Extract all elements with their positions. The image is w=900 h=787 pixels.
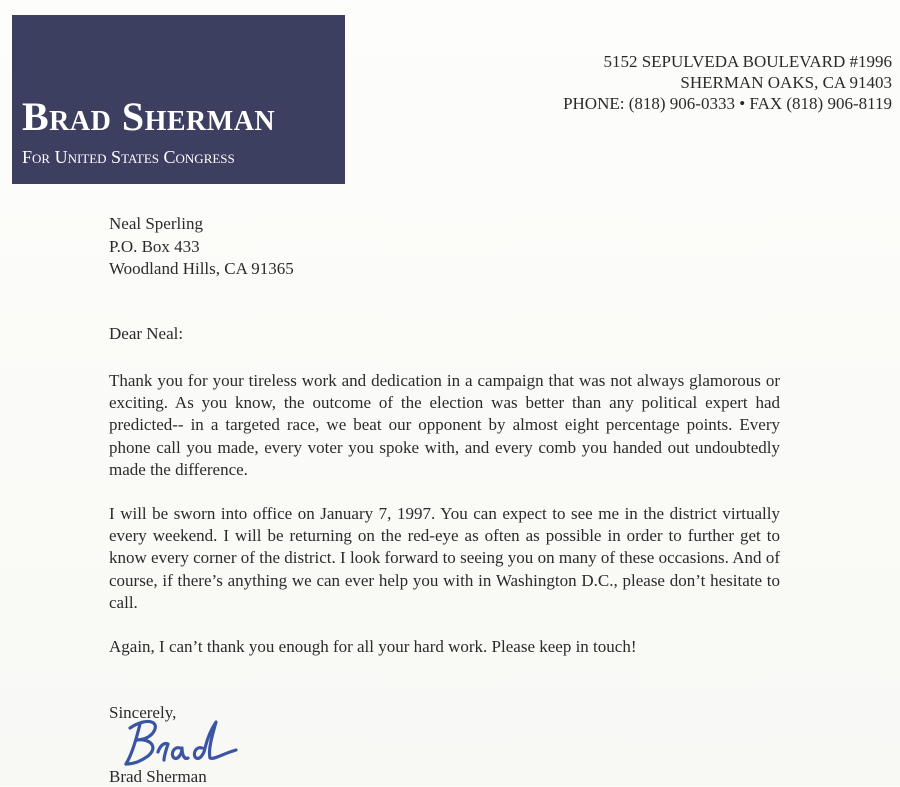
handwritten-signature bbox=[118, 712, 248, 772]
body-paragraph-3: Again, I can’t thank you enough for all your hard work. Please keep in touch! bbox=[109, 637, 637, 656]
closing: Sincerely, bbox=[109, 703, 177, 722]
return-address bbox=[563, 51, 892, 114]
return-address-street: 5152 SEPULVEDA BOULEVARD #1996 bbox=[603, 52, 892, 71]
letterhead-banner bbox=[12, 15, 345, 184]
return-address-city: SHERMAN OAKS, CA 91403 bbox=[680, 73, 892, 92]
recipient-po-box: P.O. Box 433 bbox=[109, 236, 200, 256]
return-address-phone-fax: PHONE: (818) 906-0333 • FAX (818) 906-8119 bbox=[563, 94, 892, 113]
salutation: Dear Neal: bbox=[109, 324, 184, 343]
signer-name: Brad Sherman bbox=[109, 767, 207, 786]
body-paragraph-1: Thank you for your tireless work and dedication in a campaign that was not always glamorous or exciting. As you know, the outcome of the election was better than any political expert had predicted-- in a targeted race, we beat our opponent by almost eight percentage points. Every phone call you made, every voter you spoke with, and every comb you handed out undoubtedly made the difference. bbox=[109, 371, 780, 479]
recipient-name: Neal Sperling bbox=[109, 214, 203, 233]
letterhead-subtitle: For United States Congress bbox=[22, 147, 235, 167]
letterhead-name: Brad Sherman bbox=[22, 94, 276, 139]
recipient-address bbox=[109, 213, 294, 281]
recipient-city: Woodland Hills, CA 91365 bbox=[109, 259, 294, 278]
body-paragraph-2: I will be sworn into office on January 7, 1997. You can expect to see me in the district virtually every weekend. I will be returning on the red-eye as often as possible in order to further get to know every corner of the district. I look forward to seeing you on many of these occasions. And of course, if there’s anything we can ever help you with in Washington D.C., please don’t hesitate to call. bbox=[109, 504, 780, 612]
